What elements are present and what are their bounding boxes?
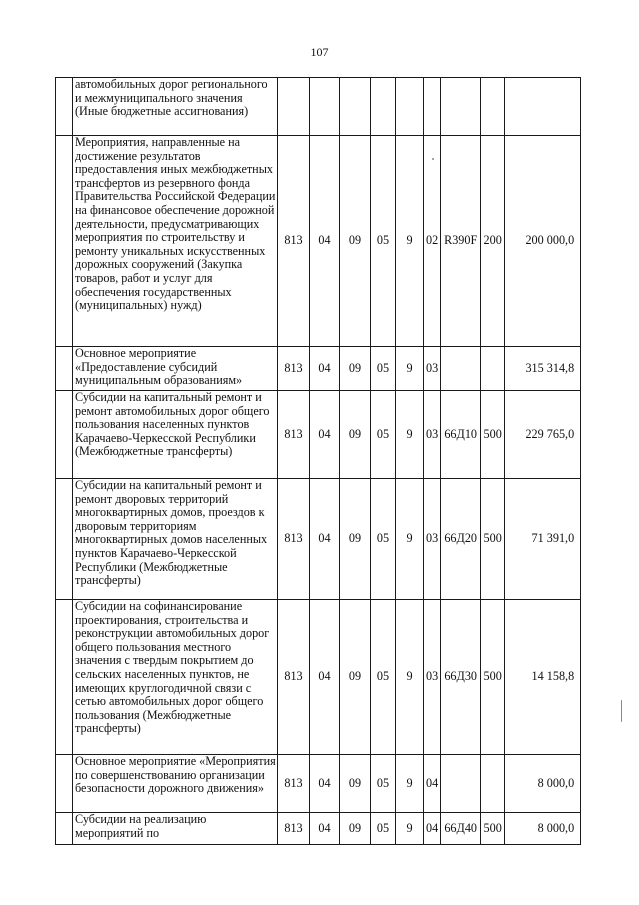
program-code-cell: 05	[371, 813, 396, 845]
number-cell	[56, 755, 73, 813]
event-code-cell: 03	[424, 600, 441, 755]
direction-code-cell: 66Д10	[441, 391, 481, 479]
subsection-code-cell: 09	[340, 347, 371, 391]
amount-cell: 229 765,0	[505, 391, 581, 479]
amount-cell: 8 000,0	[505, 755, 581, 813]
direction-code-cell	[441, 78, 481, 136]
number-cell	[56, 347, 73, 391]
subsection-code-cell: 09	[340, 136, 371, 347]
amount-cell: 8 000,0	[505, 813, 581, 845]
table-row	[56, 755, 581, 813]
expense-type-cell: 500	[481, 391, 505, 479]
event-code-cell: 04	[424, 755, 441, 813]
expense-type-cell: 500	[481, 479, 505, 600]
event-code-cell: 02	[424, 136, 441, 347]
subsection-code-cell: 09	[340, 479, 371, 600]
section-code-cell: 04	[310, 479, 340, 600]
section-code-cell: 04	[310, 755, 340, 813]
name-cell: Основное мероприятие «Мероприятия по совершенствованию организации безопасности дорожного движения»	[73, 755, 278, 813]
table-row	[56, 600, 581, 755]
direction-code-cell: 66Д20	[441, 479, 481, 600]
ministry-code-cell: 813	[278, 479, 310, 600]
budget-table	[55, 77, 581, 845]
name-cell: Основное мероприятие «Предоставление субсидий муниципальным образованиям»	[73, 347, 278, 391]
event-code-cell: 03	[424, 391, 441, 479]
direction-code-cell: 66Д40	[441, 813, 481, 845]
scan-speck	[432, 158, 434, 160]
direction-code-cell: R390F	[441, 136, 481, 347]
number-cell	[56, 136, 73, 347]
amount-cell: 71 391,0	[505, 479, 581, 600]
table-row	[56, 347, 581, 391]
expense-type-cell	[481, 347, 505, 391]
section-code-cell: 04	[310, 813, 340, 845]
name-cell: Субсидии на софинансирование проектирования, строительства и реконструкции автомобильных дорог общего пользования местного значения с твердым покрытием до сельских населенных пунктов, не имеющих круглогодичной связи с сетью автомобильных дорог общего пользования (Межбюджетные трансферты)	[73, 600, 278, 755]
section-code-cell: 04	[310, 600, 340, 755]
scan-speck	[621, 700, 622, 722]
ministry-code-cell	[278, 78, 310, 136]
name-cell: Мероприятия, направленные на достижение результатов предоставления иных межбюджетных трансфертов из резервного фонда Правительства Российской Федерации на финансовое обеспечение дорожной деятельности, предусматривающих мероприятия по строительству и ремонту уникальных искусственных дорожных сооружений (Закупка товаров, работ и услуг для обеспечения государственных (муниципальных) нужд)	[73, 136, 278, 347]
event-code-cell: 03	[424, 479, 441, 600]
table-row	[56, 391, 581, 479]
number-cell	[56, 391, 73, 479]
ministry-code-cell: 813	[278, 813, 310, 845]
event-code-cell	[424, 78, 441, 136]
direction-code-cell	[441, 347, 481, 391]
expense-type-cell: 200	[481, 136, 505, 347]
ministry-code-cell: 813	[278, 347, 310, 391]
amount-cell: 14 158,8	[505, 600, 581, 755]
program-code-cell: 05	[371, 600, 396, 755]
direction-code-cell	[441, 755, 481, 813]
section-code-cell	[310, 78, 340, 136]
subprogram-code-cell: 9	[396, 755, 424, 813]
number-cell	[56, 600, 73, 755]
direction-code-cell: 66Д30	[441, 600, 481, 755]
ministry-code-cell: 813	[278, 755, 310, 813]
table-row	[56, 78, 581, 136]
subprogram-code-cell	[396, 78, 424, 136]
subprogram-code-cell: 9	[396, 813, 424, 845]
section-code-cell: 04	[310, 136, 340, 347]
page-number: 107	[310, 45, 329, 59]
subsection-code-cell	[340, 78, 371, 136]
subprogram-code-cell: 9	[396, 347, 424, 391]
number-cell	[56, 479, 73, 600]
subprogram-code-cell: 9	[396, 600, 424, 755]
program-code-cell: 05	[371, 136, 396, 347]
expense-type-cell: 500	[481, 600, 505, 755]
name-cell: автомобильных дорог регионального и межмуниципального значения (Иные бюджетные ассигнования)	[73, 78, 278, 136]
table-row	[56, 479, 581, 600]
subsection-code-cell: 09	[340, 391, 371, 479]
number-cell	[56, 78, 73, 136]
ministry-code-cell: 813	[278, 136, 310, 347]
name-cell: Субсидии на капитальный ремонт и ремонт дворовых территорий многоквартирных домов, проездов к дворовым территориям многоквартирных домов населенных пунктов Карачаево-Черкесской Республики (Межбюджетные трансферты)	[73, 479, 278, 600]
table-body	[56, 78, 581, 845]
amount-cell: 315 314,8	[505, 347, 581, 391]
program-code-cell: 05	[371, 755, 396, 813]
table-row	[56, 813, 581, 845]
subsection-code-cell: 09	[340, 755, 371, 813]
amount-cell: 200 000,0	[505, 136, 581, 347]
program-code-cell: 05	[371, 391, 396, 479]
ministry-code-cell: 813	[278, 600, 310, 755]
subsection-code-cell: 09	[340, 813, 371, 845]
event-code-cell: 04	[424, 813, 441, 845]
amount-cell	[505, 78, 581, 136]
ministry-code-cell: 813	[278, 391, 310, 479]
event-code-cell: 03	[424, 347, 441, 391]
subprogram-code-cell: 9	[396, 391, 424, 479]
expense-type-cell	[481, 755, 505, 813]
program-code-cell: 05	[371, 479, 396, 600]
section-code-cell: 04	[310, 347, 340, 391]
subprogram-code-cell: 9	[396, 136, 424, 347]
section-code-cell: 04	[310, 391, 340, 479]
name-cell: Субсидии на реализацию мероприятий по	[73, 813, 278, 845]
program-code-cell	[371, 78, 396, 136]
subprogram-code-cell: 9	[396, 479, 424, 600]
table-row	[56, 136, 581, 347]
name-cell: Субсидии на капитальный ремонт и ремонт автомобильных дорог общего пользования населенных пунктов Карачаево-Черкесской Республики (Межбюджетные трансферты)	[73, 391, 278, 479]
expense-type-cell: 500	[481, 813, 505, 845]
subsection-code-cell: 09	[340, 600, 371, 755]
program-code-cell: 05	[371, 347, 396, 391]
number-cell	[56, 813, 73, 845]
expense-type-cell	[481, 78, 505, 136]
